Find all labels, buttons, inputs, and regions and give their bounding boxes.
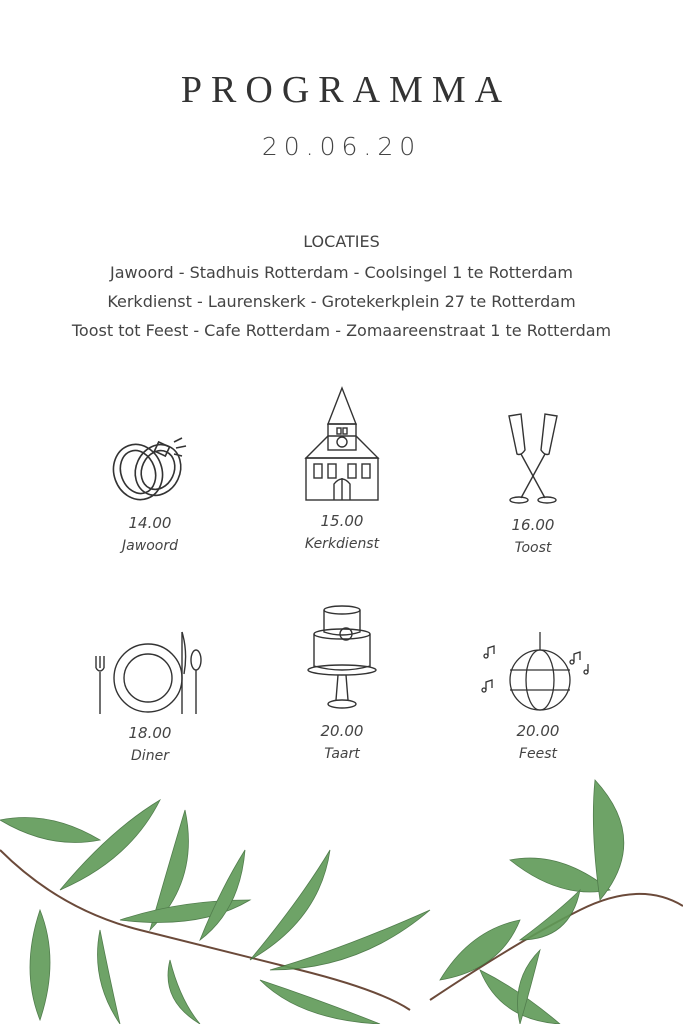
event-time: 20.00 — [320, 722, 364, 740]
leaf-icon — [30, 910, 50, 1020]
event-taart — [257, 604, 427, 762]
event-feest — [453, 632, 623, 762]
locations-section — [0, 232, 683, 345]
event-name: Jawoord — [122, 538, 178, 554]
event-time: 20.00 — [516, 722, 560, 740]
champagne-glasses-icon — [503, 410, 563, 510]
event-toost — [448, 410, 618, 556]
church-icon — [302, 386, 382, 506]
event-name: Feest — [518, 746, 558, 762]
event-kerkdienst — [257, 386, 427, 552]
dinner-plate-icon — [90, 628, 210, 718]
wedding-rings-icon — [100, 428, 200, 508]
location-line: Toost tot Feest - Cafe Rotterdam - Zomaareenstraat 1 te Rotterdam — [71, 321, 612, 340]
leaf-icon — [0, 818, 100, 843]
wedding-cake-icon — [302, 604, 382, 716]
event-name: Diner — [131, 748, 169, 764]
leaf-icon — [168, 960, 200, 1024]
leaf-icon — [250, 850, 330, 960]
leaf-icon — [510, 858, 610, 892]
leaf-icon — [260, 980, 380, 1024]
page-title: PROGRAMMA — [180, 69, 512, 111]
location-line: Kerkdienst - Laurenskerk - Grotekerkplein 27 te Rotterdam — [107, 292, 576, 311]
event-time: 15.00 — [320, 512, 364, 530]
event-diner — [65, 628, 235, 764]
leaf-icon — [98, 930, 121, 1024]
locations-heading: LOCATIES — [303, 232, 380, 251]
location-line: Jawoord - Stadhuis Rotterdam - Coolsingel 1 te Rotterdam — [109, 263, 574, 282]
leaf-icon — [593, 780, 623, 900]
leaf-icon — [200, 850, 245, 940]
event-time: 14.00 — [128, 514, 172, 532]
event-date: 20.06.20 — [261, 132, 422, 161]
olive-branch-decoration — [0, 770, 683, 1024]
leaf-icon — [60, 800, 160, 890]
event-time: 16.00 — [511, 516, 555, 534]
event-name: Kerkdienst — [304, 536, 380, 552]
disco-ball-icon — [478, 632, 598, 716]
leaf-icon — [520, 890, 580, 940]
event-jawoord — [65, 428, 235, 554]
event-name: Toost — [514, 540, 552, 556]
event-time: 18.00 — [128, 724, 172, 742]
event-name: Taart — [324, 746, 360, 762]
